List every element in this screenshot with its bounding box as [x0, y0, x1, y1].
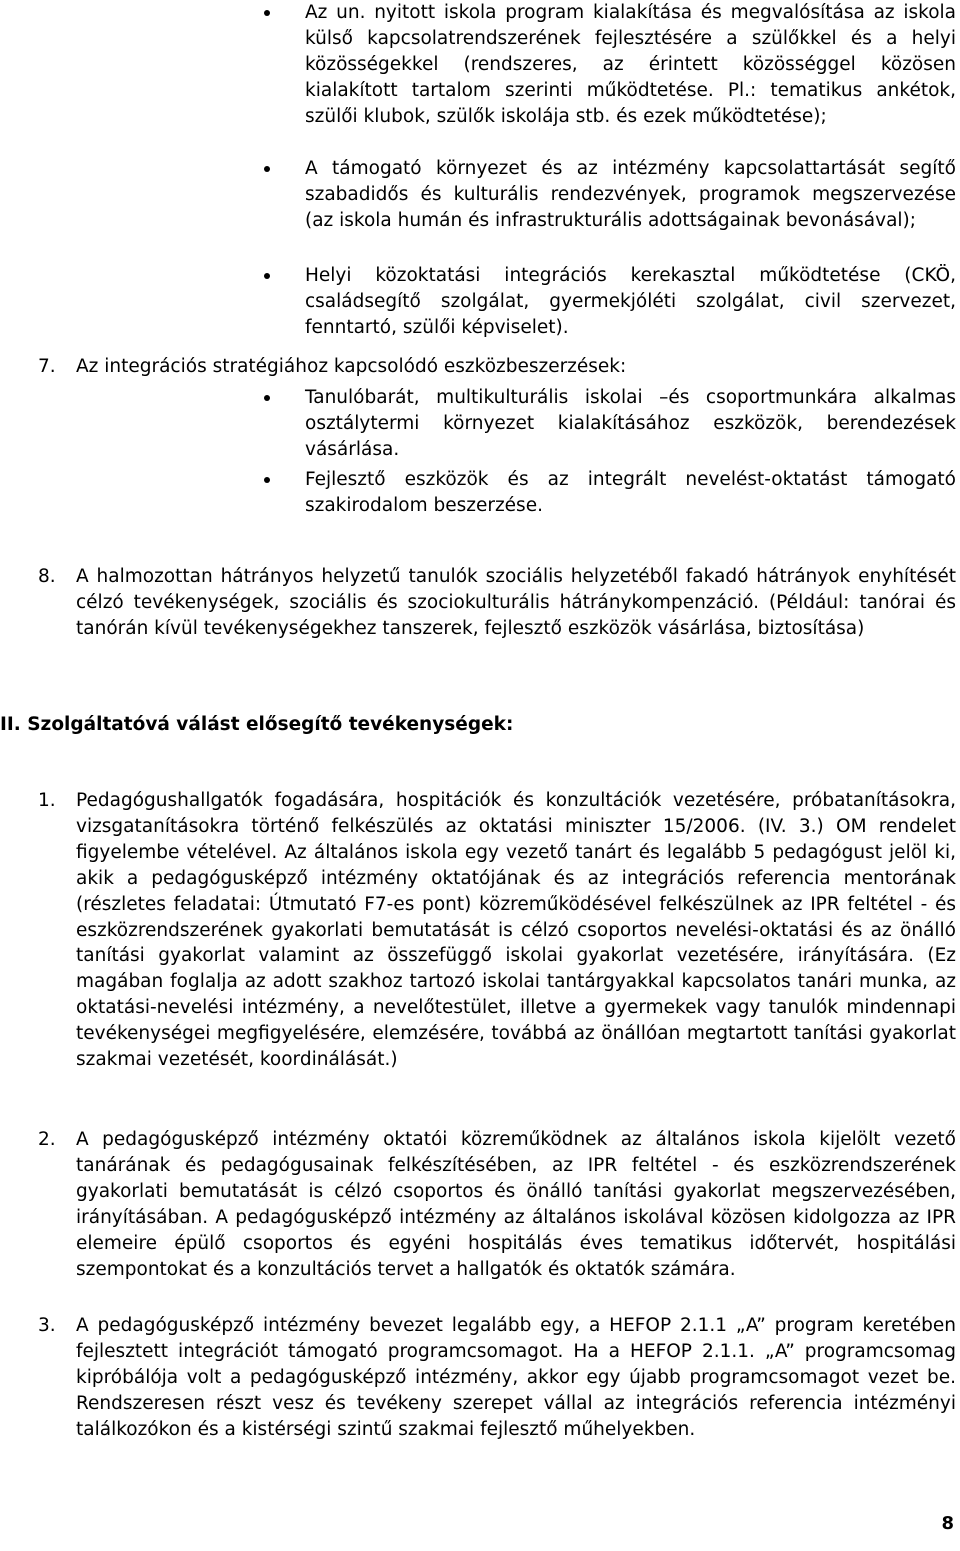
bullet-icon — [264, 273, 270, 279]
numbered-item-7: 7. Az integrációs stratégiához kapcsolódó eszközbeszerzések: — [38, 356, 627, 377]
bullet-icon — [264, 10, 270, 16]
numbered-item-8: 8. A halmozottan hátrányos helyzetű tanulók szociális helyzetéből fakadó hátrányok enyhítését célzó tevékenységek, szociális és szociokulturális hátránykompenzáció. (Például: tanórai és tanórán kívül tevékenységekhez tanszerek, fejlesztő eszközök vásárlása, biztosítása) — [38, 566, 956, 639]
numbered-item-1: 1. Pedagógushallgatók fogadására, hospitációk és konzultációk vezetésére, próbatanításokra, vizsgatanításokra történő felkészülés az oktatási miniszter 15/2006. (IV. 3.) OM rendelet figyelembe vételével. Az általános iskola egy vezető tanárt és legalább 5 pedagógust jelöl ki, akik a pedagógusképző intézmény oktatójának és az integrációs referencia mentorának (részletes feladatai: Útmutató F7-es pont) közreműködésével felkészülnek az IPR feltétel - és eszközrendszerének gyakorlati bemutatását is célzó csoportos nevelési-oktatási és az önálló tanítási gyakorlat valamint az összefüggő iskolai gyakorlat vezetésére, irányítására. (Ez magában foglalja az adott szakhoz tartozó iskolai tantárgyakkal kapcsolatos tanári munka, az oktatási-nevelési intézmény, a nevelőtestület, illetve a gyermekek vagy tanulók mindennapi tevékenységei megfigyelésére, elemzésére, továbbá az önállóan megtartott tanítási gyakorlat szakmai vezetését, koordinálását.) — [38, 790, 956, 1071]
bullet-icon — [264, 477, 270, 483]
numbered-item-2: 2. A pedagógusképző intézmény oktatói közreműködnek az általános iskola kijelölt vezető tanárának és pedagógusainak felkészítésében, az IPR feltétel - és eszközrendszerének gyakorlati bemutatását is célzó csoportos és önálló tanítási gyakorlat megszervezésében, irányításában. A pedagógusképző intézmény az általános iskolával közösen kidolgozza az IPR elemeire épülő csoportos és egyéni hospitálás éves tematikus időtervét, hospitálási szempontokat és a konzultációs tervet a hallgatók és oktatók számára. — [38, 1129, 956, 1280]
bullet-list-a — [38, 0, 956, 130]
numbered-item-3: 3. A pedagógusképző intézmény bevezet legalább egy, a HEFOP 2.1.1 „A” program keretében fejlesztett integrációt támogató programcsomagot. Ha a HEFOP 2.1.1. „A” programcsomag kipróbálója volt a pedagógusképző intézmény, akkor egy újabb programcsomagot vezet be. Rendszeresen részt vesz és tevékeny szerepet vállal az integrációs referencia intézményi találkozókon és a kistérségi szintű szakmai fejlesztő műhelyekben. — [38, 1315, 956, 1440]
list-item: Tanulóbarát, multikulturális iskolai –és csoportmunkára alkalmas osztálytermi környezet kialakításához eszközök, berendezések vásárlása. — [38, 385, 956, 463]
bullet-icon — [264, 166, 270, 172]
bullet-icon — [264, 395, 270, 401]
list-item: A támogató környezet és az intézmény kapcsolattartását segítő szabadidős és kulturális rendezvények, programok megszervezése (az iskola humán és infrastrukturális adottságainak bevonásával); — [38, 156, 956, 234]
section-heading: II. Szolgáltatóvá válást elősegítő tevékenységek: — [0, 714, 514, 735]
list-item: Az un. nyitott iskola program kialakítása és megvalósítása az iskola külső kapcsolatrendszerének fejlesztésére a szülőkkel és a helyi közösségekkel (rendszeres, az érintett közösséggel közösen kialakított tartalom szerinti működtetése. Pl.: tematikus ankétok, szülői klubok, szülők iskolája stb. és ezek működtetése); — [38, 0, 956, 130]
page-number: 8 — [941, 1513, 954, 1534]
list-item: Fejlesztő eszközök és az integrált nevelést-oktatást támogató szakirodalom beszerzése. — [38, 467, 956, 519]
list-item: Helyi közoktatási integrációs kerekasztal működtetése (CKÖ, családsegítő szolgálat, gyermekjóléti szolgálat, civil szervezet, fenntartó, szülői képviselet). — [38, 263, 956, 341]
